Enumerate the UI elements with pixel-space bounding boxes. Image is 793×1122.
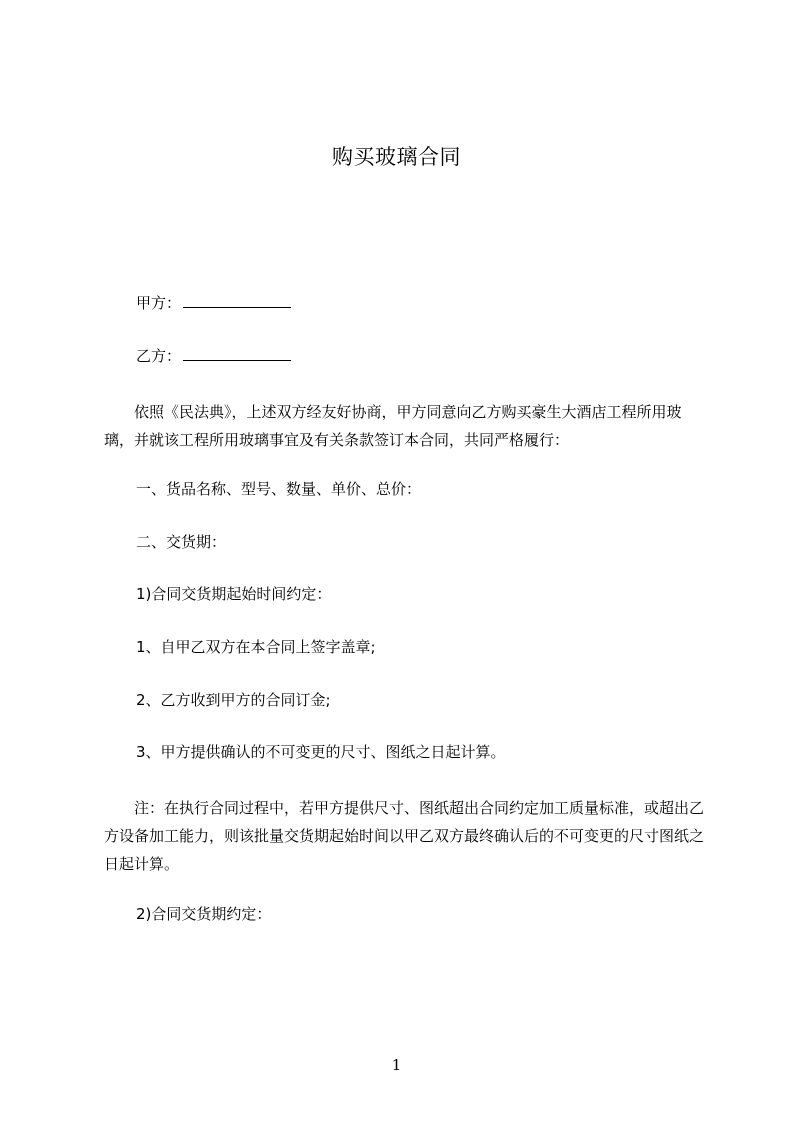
item-1-heading: 1)合同交货期起始时间约定： — [136, 585, 332, 603]
item-1-3: 3、甲方提供确认的不可变更的尺寸、图纸之日起计算。 — [136, 743, 506, 761]
party-a-blank — [183, 292, 291, 308]
page-number: 1 — [391, 1056, 402, 1074]
note-paragraph: 注：在执行合同过程中，若甲方提供尺寸、图纸超出合同约定加工质量标准，或超出乙方设备加工能力，则该批量交货期起始时间以甲乙双方最终确认后的不可变更的尺寸图纸之日起计算。 — [104, 799, 705, 873]
section-1-heading: 一、货品名称、型号、数量、单价、总价： — [136, 480, 422, 498]
intro-paragraph: 依照《民法典》，上述双方经友好协商，甲方同意向乙方购买豪生大酒店工程所用玻璃，并就该工程所用玻璃事宜及有关条款签订本合同，共同严格履行： — [104, 403, 682, 449]
item-1-1: 1、自甲乙双方在本合同上签字盖章; — [136, 638, 376, 656]
document-title: 购买玻璃合同 — [332, 145, 461, 169]
party-b-line — [136, 345, 291, 366]
item-1-2: 2、乙方收到甲方的合同订金; — [136, 691, 331, 709]
party-a-line — [136, 292, 291, 313]
party-b-blank — [183, 345, 291, 361]
party-a-label: 甲方： — [136, 294, 182, 312]
party-b-label: 乙方： — [136, 347, 182, 365]
section-2-heading: 二、交货期： — [136, 533, 227, 551]
item-2-heading: 2)合同交货期约定： — [136, 905, 272, 923]
